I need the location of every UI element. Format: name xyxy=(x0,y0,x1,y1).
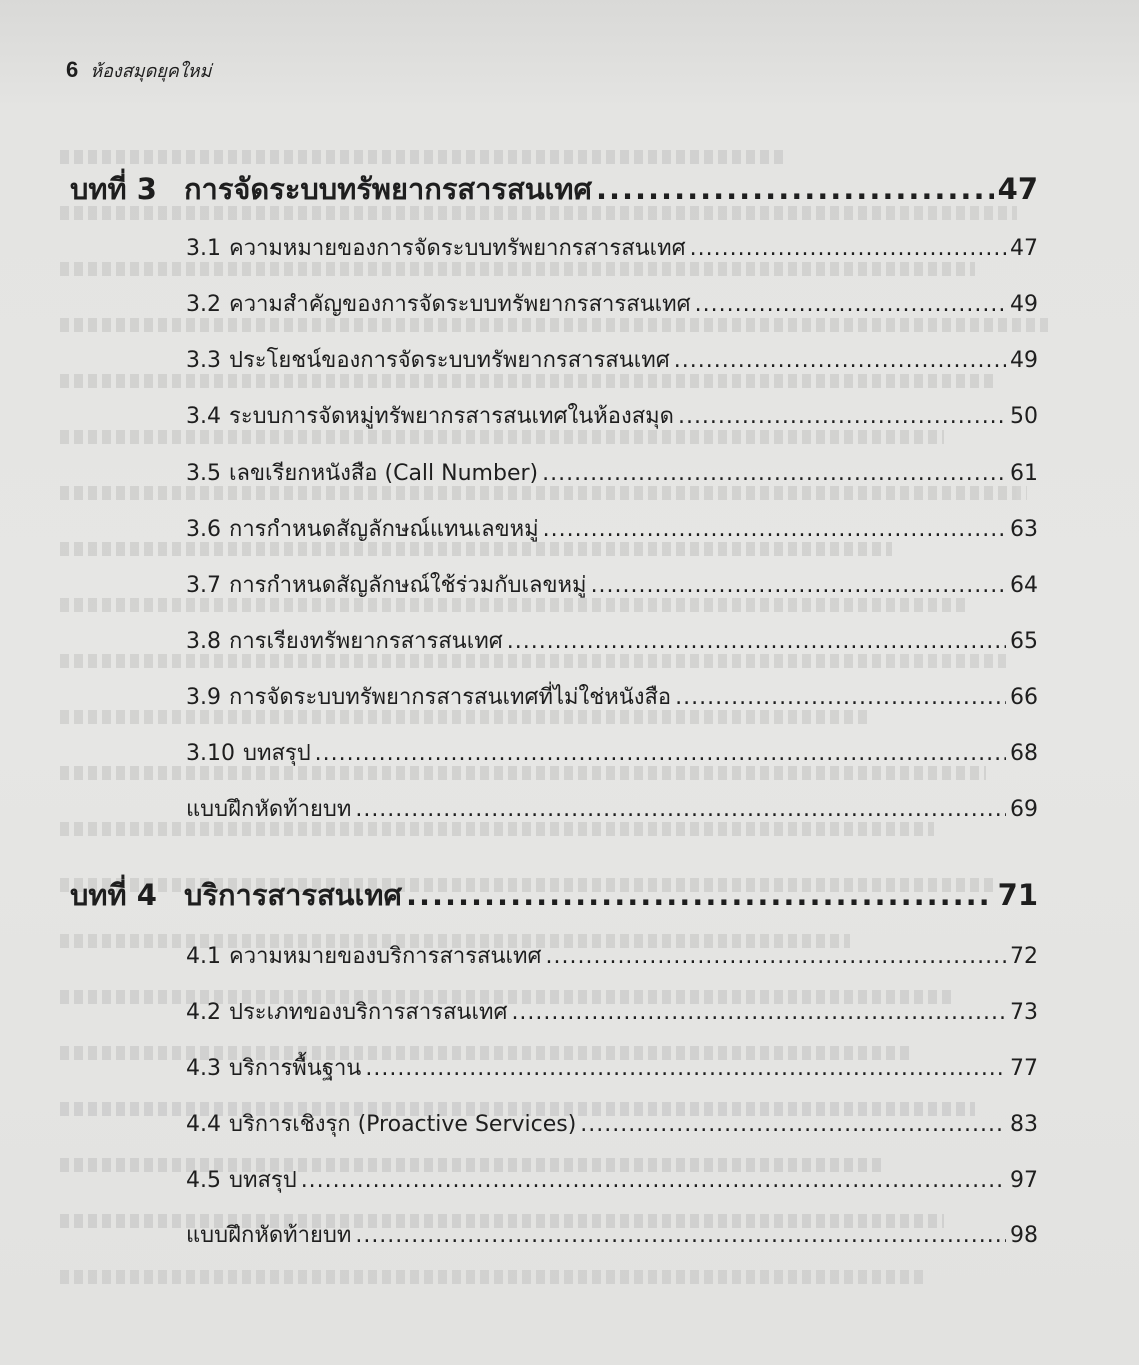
section-page: 61 xyxy=(1010,461,1038,486)
section-title: บริการเชิงรุก (Proactive Services) xyxy=(229,1112,577,1137)
section-title: ความสำคัญของการจัดระบบทรัพยากรสารสนเทศ xyxy=(229,292,691,317)
toc-entry-4-4[interactable] xyxy=(186,1106,1038,1141)
section-title: การกำหนดสัญลักษณ์ใช้ร่วมกับเลขหมู่ xyxy=(229,573,587,598)
section-number: 4.4 xyxy=(186,1112,221,1137)
section-page: 68 xyxy=(1010,741,1038,766)
dot-leader xyxy=(675,685,1006,710)
section-title: ระบบการจัดหมู่ทรัพยากรสารสนเทศในห้องสมุด xyxy=(229,404,674,429)
toc-entry-3-8[interactable] xyxy=(186,623,1038,658)
section-title: เลขเรียกหนังสือ (Call Number) xyxy=(229,461,539,486)
dot-leader xyxy=(546,944,1007,969)
section-page: 77 xyxy=(1010,1056,1038,1081)
dot-leader xyxy=(406,878,994,912)
dot-leader xyxy=(543,517,1006,542)
section-page: 49 xyxy=(1010,348,1038,373)
section-title: ประเภทของบริการสารสนเทศ xyxy=(229,1000,508,1025)
dot-leader xyxy=(674,348,1006,373)
section-title: บริการพื้นฐาน xyxy=(229,1056,362,1081)
section-title: บทสรุป xyxy=(229,1168,297,1193)
section-page: 47 xyxy=(1010,236,1038,261)
chapter-page: 47 xyxy=(997,172,1038,206)
dot-leader xyxy=(591,573,1006,598)
toc-chapter-3[interactable] xyxy=(70,166,1038,212)
dot-leader xyxy=(355,1223,1006,1248)
section-title: การเรียงทรัพยากรสารสนเทศ xyxy=(229,629,503,654)
section-page: 63 xyxy=(1010,517,1038,542)
dot-leader xyxy=(678,404,1006,429)
dot-leader xyxy=(580,1112,1006,1137)
dot-leader xyxy=(596,172,994,206)
dot-leader xyxy=(690,236,1006,261)
toc-entry-3-9[interactable] xyxy=(186,679,1038,714)
section-title: แบบฝึกหัดท้ายบท xyxy=(186,1223,352,1248)
section-number: 4.3 xyxy=(186,1056,221,1081)
section-title: การกำหนดสัญลักษณ์แทนเลขหมู่ xyxy=(229,517,539,542)
toc-entry-3-4[interactable] xyxy=(186,398,1038,433)
section-number: 3.3 xyxy=(186,348,221,373)
dot-leader xyxy=(695,292,1006,317)
chapter-title: บริการสารสนเทศ xyxy=(184,878,402,912)
section-page: 69 xyxy=(1010,797,1038,822)
toc-entry-4-exercises[interactable] xyxy=(186,1217,1038,1252)
section-title: ประโยชน์ของการจัดระบบทรัพยากรสารสนเทศ xyxy=(229,348,670,373)
section-number: 4.1 xyxy=(186,944,221,969)
section-title: บทสรุป xyxy=(242,741,311,766)
toc-entry-3-10[interactable] xyxy=(186,735,1038,770)
toc-entry-4-5[interactable] xyxy=(186,1162,1038,1197)
section-page: 49 xyxy=(1010,292,1038,317)
dot-leader xyxy=(355,797,1006,822)
section-number: 3.8 xyxy=(186,629,221,654)
section-title: การจัดระบบทรัพยากรสารสนเทศที่ไม่ใช่หนังสือ xyxy=(229,685,672,710)
section-page: 73 xyxy=(1010,1000,1038,1025)
section-number: 3.10 xyxy=(186,741,235,766)
section-number: 4.2 xyxy=(186,1000,221,1025)
chapter-label: บทที่ 4 xyxy=(70,878,157,912)
dot-leader xyxy=(365,1056,1006,1081)
toc-chapter-4[interactable] xyxy=(70,872,1038,918)
toc-entry-3-6[interactable] xyxy=(186,511,1038,546)
section-number: 3.6 xyxy=(186,517,221,542)
section-number: 3.4 xyxy=(186,404,221,429)
toc-entry-3-2[interactable] xyxy=(186,286,1038,321)
section-page: 97 xyxy=(1010,1168,1038,1193)
dot-leader xyxy=(511,1000,1006,1025)
toc-entry-3-5[interactable] xyxy=(186,455,1038,490)
section-page: 72 xyxy=(1010,944,1038,969)
section-page: 50 xyxy=(1010,404,1038,429)
dot-leader xyxy=(542,461,1006,486)
section-number: 3.5 xyxy=(186,461,221,486)
toc-entry-3-exercises[interactable] xyxy=(186,791,1038,826)
section-page: 98 xyxy=(1010,1223,1038,1248)
dot-leader xyxy=(301,1168,1006,1193)
page-number: 6 xyxy=(66,57,79,82)
section-page: 66 xyxy=(1010,685,1038,710)
chapter-label: บทที่ 3 xyxy=(70,172,157,206)
section-title: แบบฝึกหัดท้ายบท xyxy=(186,797,352,822)
section-number: 3.2 xyxy=(186,292,221,317)
chapter-title: การจัดระบบทรัพยากรสารสนเทศ xyxy=(184,172,592,206)
toc-entry-3-7[interactable] xyxy=(186,567,1038,602)
dot-leader xyxy=(315,741,1006,766)
toc-entry-4-2[interactable] xyxy=(186,994,1038,1029)
section-page: 64 xyxy=(1010,573,1038,598)
dot-leader xyxy=(507,629,1006,654)
toc-entry-3-3[interactable] xyxy=(186,342,1038,377)
section-number: 4.5 xyxy=(186,1168,221,1193)
chapter-page: 71 xyxy=(997,878,1038,912)
section-title: ความหมายของบริการสารสนเทศ xyxy=(229,944,542,969)
running-head xyxy=(66,56,211,86)
section-number: 3.1 xyxy=(186,236,221,261)
section-page: 65 xyxy=(1010,629,1038,654)
book-title: ห้องสมุดยุคใหม่ xyxy=(90,61,212,81)
section-page: 83 xyxy=(1010,1112,1038,1137)
toc-entry-4-1[interactable] xyxy=(186,938,1038,973)
toc-entry-4-3[interactable] xyxy=(186,1050,1038,1085)
toc-entry-3-1[interactable] xyxy=(186,230,1038,265)
section-title: ความหมายของการจัดระบบทรัพยากรสารสนเทศ xyxy=(229,236,686,261)
section-number: 3.9 xyxy=(186,685,221,710)
section-number: 3.7 xyxy=(186,573,221,598)
